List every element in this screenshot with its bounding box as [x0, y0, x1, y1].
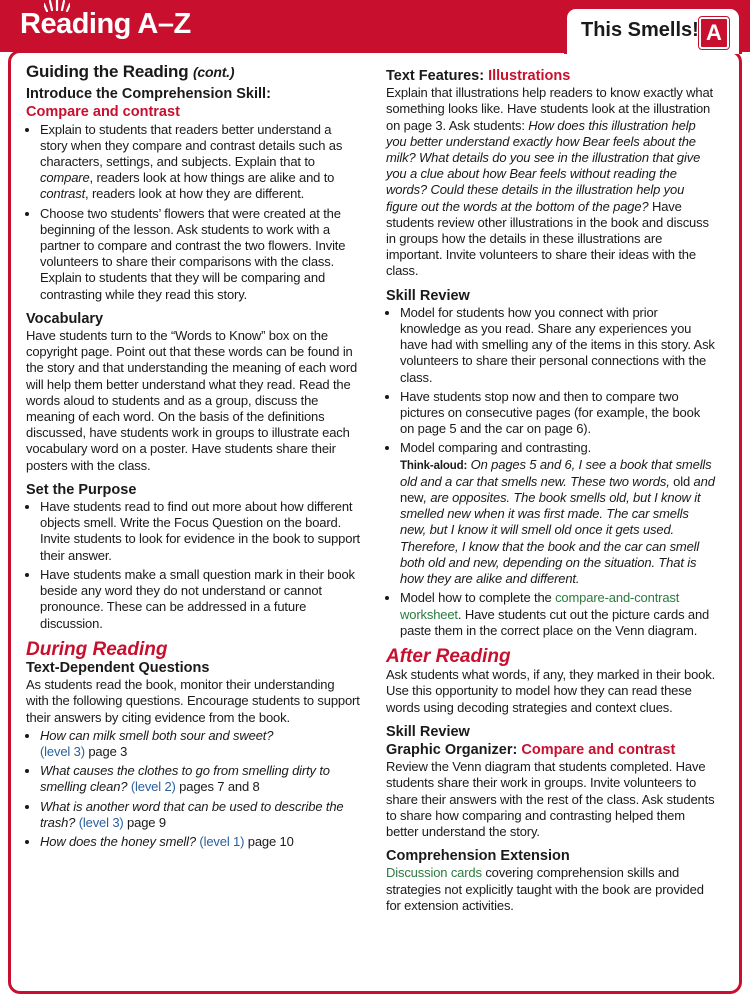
discussion-cards-link[interactable]: Discussion cards	[386, 865, 482, 881]
list-item: • Explain to students that readers better understand a story when they compare and contrast details such as characters, settings, and subjects. Explain that to compare, readers look at how things are alike and to contrast, readers look at how they are different.	[40, 122, 360, 203]
comprehension-extension-text: Discussion cards covering comprehension skills and strategies not explicitly taught with the book are provided for extension activities.	[386, 865, 704, 913]
purpose-list	[26, 499, 360, 632]
vocab-text: Have students turn to the “Words to Know” box on the copyright page. Point out that these words can be found in the story and that understanding the meaning of each word will help them better understand what they read. Read the words aloud to students and as a group, discuss the meaning of each word. On the basis of the definitions discussed, have students work in groups to illustrate each vocabulary word on a poster. Have students share their posters with the class.	[26, 328, 358, 473]
think-aloud-label: Think-aloud:	[400, 459, 468, 472]
purpose-heading: Set the Purpose	[26, 481, 137, 498]
intro-list	[26, 122, 360, 303]
book-title: This Smells!	[581, 19, 699, 41]
reading-az-logo[interactable]	[20, 2, 220, 46]
skill-review-heading: Skill Review	[386, 287, 470, 304]
list-item: • Have students stop now and then to compare two pictures on consecutive pages (for example, the book on page 5 and the car on page 6).	[400, 389, 716, 438]
level-link[interactable]: (level 3)	[78, 814, 124, 830]
right-column	[386, 68, 716, 916]
tdq-heading: Text-Dependent Questions	[26, 659, 210, 676]
list-item: • Model how to complete the compare-and-contrast worksheet. Have students cut out the picture cards and paste them in the correct place on the Venn diagram.	[400, 590, 716, 639]
during-reading-heading: During Reading	[26, 638, 168, 660]
left-column	[26, 64, 360, 853]
question-item: • How does the honey smell? (level 1) page 10	[40, 834, 360, 850]
list-item: • Have students make a small question mark in their book beside any word they do not understand or cannot pronounce. These can be addressed in a future discussion.	[40, 567, 360, 632]
worksheet-link[interactable]: compare-and-contrast worksheet	[400, 590, 680, 622]
after-reading-heading: After Reading	[386, 645, 511, 667]
list-item: • Have students read to find out more about how different objects smell. Write the Focus Question on the board. Invite students to look for evidence in the book to support their answer.	[40, 499, 360, 564]
level-link[interactable]: (level 1)	[199, 833, 245, 849]
level-link[interactable]: (level 3)	[40, 743, 85, 759]
skill-review-heading-2: Skill Review	[386, 723, 470, 740]
list-item: • Choose two students’ flowers that were created at the beginning of the lesson. Ask students to work with a partner to compare and contrast the two flowers. Invite volunteers to share their comparisons with the class. Explain to students that they will be comparing and contrasting while they read this story.	[40, 206, 360, 303]
questions-list	[26, 728, 360, 850]
graphic-organizer-text: Review the Venn diagram that students completed. Have students share their work in groups. Invite volunteers to share their answers with the rest of the class. Ask students to share how comparing and contrasting helped them better understand the story.	[386, 759, 715, 839]
title-tab	[564, 6, 742, 54]
question-item: • How can milk smell both sour and sweet? (level 3) page 3	[40, 728, 360, 760]
question-item: • What is another word that can be used to describe the trash? (level 3) page 9	[40, 799, 360, 831]
skill-review-list	[386, 305, 716, 639]
intro-heading: Introduce the Comprehension Skill:	[26, 86, 271, 103]
graphic-organizer-heading: Graphic Organizer: Compare and contrast	[386, 741, 676, 758]
heading-cont: (cont.)	[192, 64, 235, 80]
after-reading-text: Ask students what words, if any, they marked in their book. Use this opportunity to model how they can read these words using decoding strategies and context clues.	[386, 667, 716, 715]
vocab-heading: Vocabulary	[26, 310, 104, 327]
list-item: • Model comparing and contrasting. Think-aloud: On pages 5 and 6, I see a book that smells old and a car that smells new. These two words, old and new, are opposites. The book smells old, but I know it smelled new when it was first made. The car smells new, but I know it will smell old once it gets used. Therefore, I know that the book and the car can smell both old and new, depending on the situation. That is how they are alike and different.	[400, 440, 716, 587]
skill-name: Compare and contrast	[26, 104, 180, 121]
text-features-text: Explain that illustrations help readers to know exactly what something looks like. Have students look at the illustration on page 3. Ask students: How does this illustration help you better understand exactly how Bear feels about the milk? What details do you see in the illustration that give you a clue about how Bear feels without reading the words? Could these details in the illustration help you figure out the words at the bottom of the page? Have students review other illustrations in the book and discuss in groups how the details in these illustrations are important. Invite volunteers to share their ideas with the class.	[386, 85, 714, 279]
section-heading	[26, 64, 360, 80]
logo-text: Reading A–Z	[20, 8, 191, 40]
comprehension-extension-heading: Comprehension Extension	[386, 848, 570, 865]
level-badge: A	[699, 17, 729, 49]
list-item: • Model for students how you connect with prior knowledge as you read. Share any experiences you have had with smelling any of the items in this story. Ask volunteers to share their personal connections with the class.	[400, 305, 716, 386]
heading-text: Guiding the Reading	[26, 62, 189, 81]
level-link[interactable]: (level 2)	[130, 779, 176, 795]
tdq-text: As students read the book, monitor their understanding with the following questions. Encourage students to support their answers by citing evidence from the book.	[26, 677, 360, 725]
question-item: • What causes the clothes to go from smelling dirty to smelling clean? (level 2) pages 7 and 8	[40, 763, 360, 795]
text-features-heading: Text Features: Illustrations	[386, 68, 571, 84]
